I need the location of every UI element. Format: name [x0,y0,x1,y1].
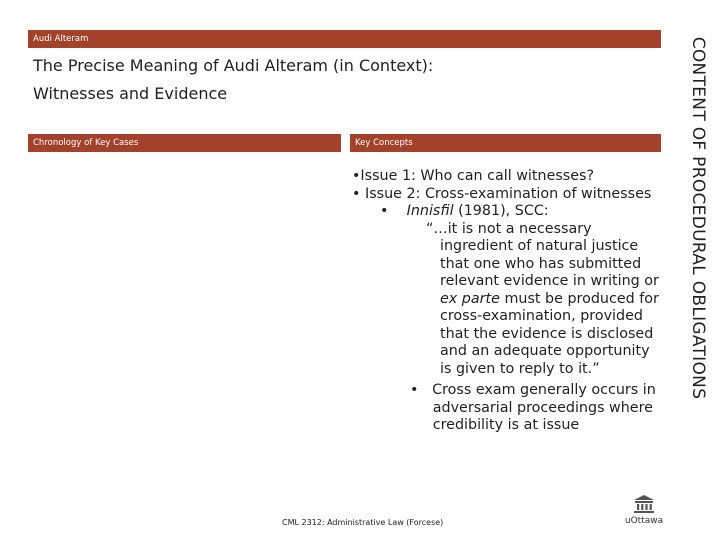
point-bullet: • [410,382,419,398]
university-building-icon [633,494,655,514]
quote-line-rest: must be produced for [499,290,659,307]
point-line [340,400,670,418]
cross-exam-point [340,382,670,400]
case-cite: (1981), SCC: [453,203,549,219]
quote-line: ingredient of natural justice [440,238,639,254]
quote-line: “…it is not a necessary [426,220,592,237]
section-title-vertical: CONTENT OF PROCEDURAL OBLIGATIONS [688,36,708,400]
slide-title-line-1: The Precise Meaning of Audi Alteram (in Context): [33,56,434,75]
header-label: Audi Alteram [33,34,89,44]
quote-line: is given to reply to it.” [440,360,600,377]
right-column-header [350,134,661,152]
slide-title-line-2: Witnesses and Evidence [33,84,228,103]
case-citation [340,203,670,221]
quote-emphasis: ex parte [440,290,500,307]
university-logo [624,494,664,526]
case-name: Innisfil [406,203,454,219]
point-line [340,417,670,435]
point-line-text: adversarial proceedings where [432,399,653,416]
left-column-header [28,134,341,152]
footer-text: CML 2312: Administrative Law (Forcese) [282,518,444,527]
point-line-text: credibility is at issue [432,417,580,433]
quote-line: cross-examination, provided [440,308,643,324]
key-concepts-content [340,168,670,435]
quote-line: that one who has submitted [440,255,642,272]
left-column-label: Chronology of Key Cases [33,138,139,148]
logo-text: uOttawa [624,516,664,526]
case-bullet: • [380,203,389,219]
header-bar [28,30,661,48]
issue-2: • Issue 2: Cross-examination of witnesses [352,185,652,202]
quote-line: and an adequate opportunity [440,343,650,359]
issue-1: •Issue 1: Who can call witnesses? [352,168,595,184]
point-line: Cross exam generally occurs in [432,382,656,398]
quote-line: relevant evidence in writing or [440,273,659,289]
quote-line: that the evidence is disclosed [440,325,654,342]
right-column-label: Key Concepts [355,138,413,148]
quote-line [340,291,670,309]
slide-title [33,52,633,108]
